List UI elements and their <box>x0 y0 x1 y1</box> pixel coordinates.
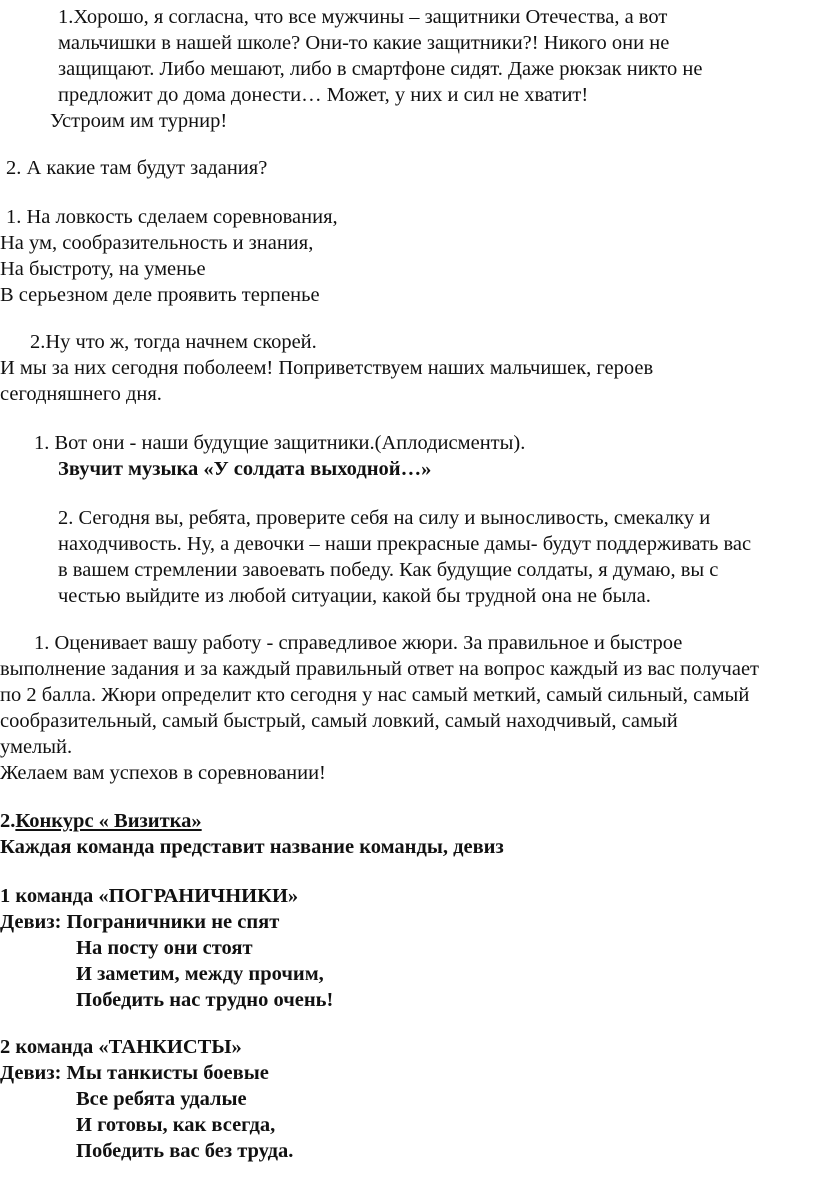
text-line: 1. На ловкость сделаем соревнования, <box>6 206 338 228</box>
text-line: сегодняшнего дня. <box>0 383 162 405</box>
team-motto-line: На посту они стоят <box>76 937 253 959</box>
text-line: по 2 балла. Жюри определит кто сегодня у нас самый меткий, самый сильный, самый <box>0 684 750 706</box>
team-motto-line: Победить нас трудно очень! <box>76 989 334 1011</box>
team-motto-line: И готовы, как всегда, <box>76 1114 276 1136</box>
music-cue: Звучит музыка «У солдата выходной…» <box>58 458 432 480</box>
text-line: 1. Оценивает вашу работу - справедливое жюри. За правильное и быстрое <box>34 632 683 654</box>
text-line: 2.Ну что ж, тогда начнем скорей. <box>30 331 317 353</box>
contest-title: Конкурс « Визитка» <box>15 810 202 832</box>
text-line: предложит до дома донести… Может, у них и сил не хватит! <box>58 84 589 106</box>
text-line: Желаем вам успехов в соревновании! <box>0 762 326 784</box>
text-line: 2. Сегодня вы, ребята, проверите себя на силу и выносливость, смекалку и <box>58 507 711 529</box>
text-line: И мы за них сегодня поболеем! Поприветствуем наших мальчишек, героев <box>0 357 654 379</box>
text-line: мальчишки в нашей школе? Они-то какие защитники?! Никого они не <box>58 32 670 54</box>
text-line: 2. А какие там будут задания? <box>6 157 268 179</box>
text-line: В серьезном деле проявить терпенье <box>0 284 320 306</box>
contest-intro: Каждая команда представит название команды, девиз <box>0 836 504 858</box>
text-line: защищают. Либо мешают, либо в смартфоне сидят. Даже рюкзак никто не <box>58 58 703 80</box>
text-line: выполнение задания и за каждый правильный ответ на вопрос каждый из вас получает <box>0 658 760 680</box>
text-line: На ум, сообразительность и знания, <box>0 232 314 254</box>
text-line: умелый. <box>0 736 73 758</box>
team-motto-line: И заметим, между прочим, <box>76 963 324 985</box>
team-name: 2 команда «ТАНКИСТЫ» <box>0 1036 242 1058</box>
team-motto-line: Все ребята удалые <box>76 1088 247 1110</box>
team-motto-label: Девиз: Мы танкисты боевые <box>0 1062 269 1084</box>
text-line: На быстроту, на уменье <box>0 258 206 280</box>
team-motto-label: Девиз: Пограничники не спят <box>0 911 280 933</box>
contest-number: 2. <box>0 810 16 832</box>
contest-heading <box>0 808 202 834</box>
team-motto-line: Победить вас без труда. <box>76 1140 294 1162</box>
text-line: Устроим им турнир! <box>50 110 228 132</box>
text-line: 1.Хорошо, я согласна, что все мужчины – защитники Отечества, а вот <box>58 6 668 28</box>
text-line: 1. Вот они - наши будущие защитники.(Аплодисменты). <box>34 432 526 454</box>
team-name: 1 команда «ПОГРАНИЧНИКИ» <box>0 885 299 907</box>
text-line: честью выйдите из любой ситуации, какой бы трудной она не была. <box>58 585 651 607</box>
text-line: сообразительный, самый быстрый, самый ловкий, самый находчивый, самый <box>0 710 678 732</box>
text-line: находчивость. Ну, а девочки – наши прекрасные дамы- будут поддерживать вас <box>58 533 752 555</box>
text-line: в вашем стремлении завоевать победу. Как будущие солдаты, я думаю, вы с <box>58 559 719 581</box>
